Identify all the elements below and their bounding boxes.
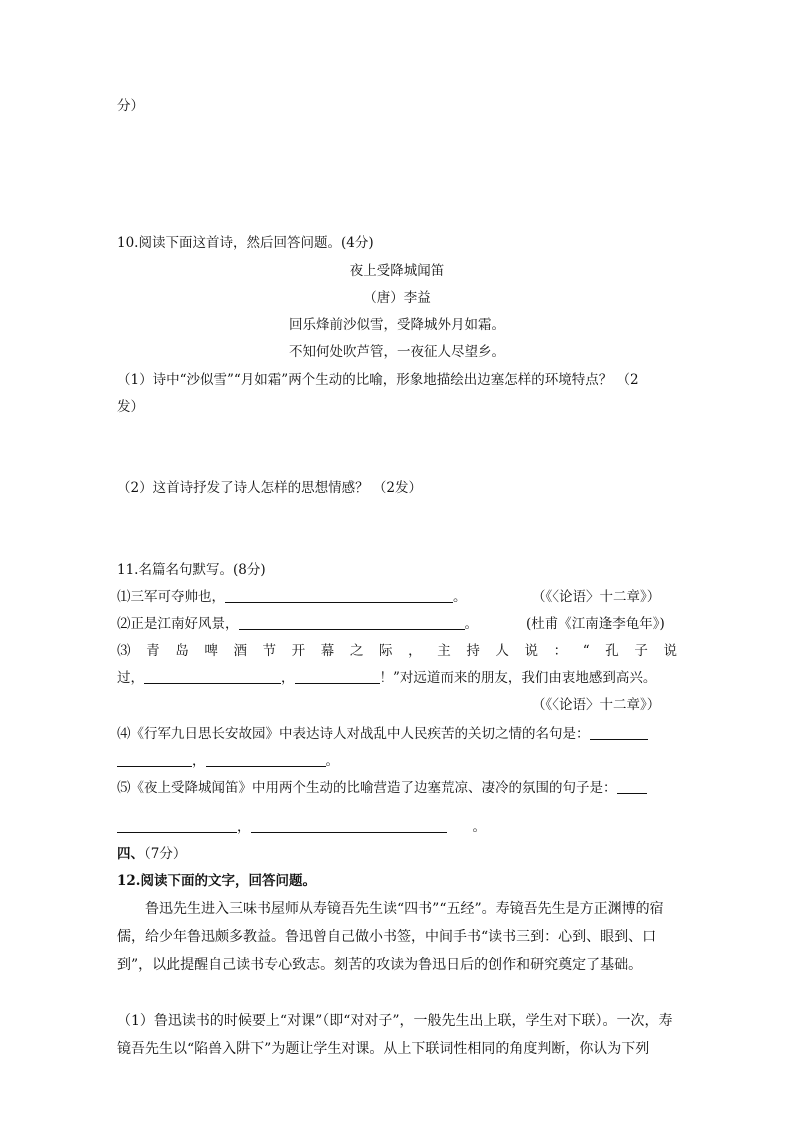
- char: 酒: [233, 643, 247, 659]
- char: ⑶: [117, 643, 131, 659]
- period: 。: [464, 616, 478, 632]
- item-3-source: （《〈论语〉十二章》）: [532, 697, 661, 713]
- answer-blank[interactable]: [239, 616, 465, 630]
- char: 啤: [204, 643, 218, 659]
- char: 幕: [320, 643, 335, 659]
- poem-line-1: 回乐烽前沙似雪，受降城外月如霜。: [289, 317, 505, 333]
- char: 际: [378, 643, 393, 659]
- item-1-text: ⑴三军可夺帅也，: [117, 589, 225, 605]
- char: ：: [553, 643, 568, 659]
- char: 持: [466, 643, 480, 659]
- q10-sub1: （1）诗中“沙似雪”“月如霜”两个生动的比喻，形象地描绘出边塞怎样的环境特点？ （2: [117, 372, 639, 388]
- q11-item-3-line-1: [117, 642, 677, 660]
- passage-paragraph: 鲁迅先生进入三味书屋师从寿镜吾先生读“四书”“五经”。寿镜吾先生是方正渊博的宿儒，给少年鲁迅颇多教益。鲁迅曾自己做小书签，中间手书“读书三到：心到、眼到、口到”，以此提醒自己读书专心致志。刻苦的攻读为鲁迅日后的创作和研究奠定了基础。: [117, 901, 664, 973]
- comma: ，: [281, 670, 295, 686]
- item-4-text: ⑷《行军九日思长安故园》中表达诗人对战乱中人民疾苦的关切之情的名句是：: [117, 726, 590, 742]
- q11-item-4-line-1: [117, 725, 648, 743]
- answer-blank[interactable]: [206, 753, 326, 767]
- answer-blank[interactable]: [117, 753, 192, 767]
- comma: ，: [237, 819, 251, 835]
- answer-blank[interactable]: [295, 670, 380, 684]
- section-4-heading: [117, 845, 186, 863]
- poem-author: （唐）李益: [363, 290, 431, 306]
- answer-blank[interactable]: [225, 589, 453, 603]
- q11-item-4-line-2: [117, 752, 339, 770]
- q11-item-1: [117, 588, 467, 606]
- q11-item-5-line-2: [117, 818, 486, 836]
- q11-item-3-line-2: [117, 669, 656, 687]
- period: 。: [453, 589, 467, 605]
- char: 岛: [175, 643, 189, 659]
- period: 。: [472, 819, 486, 835]
- answer-blank[interactable]: [117, 819, 237, 833]
- char: 之: [349, 643, 364, 659]
- q10-heading: 10.阅读下面这首诗，然后回答问题。(4分): [117, 235, 374, 251]
- item-2-text: ⑵正是江南好风景，: [117, 616, 239, 632]
- comma: ，: [192, 753, 206, 769]
- char: 开: [291, 643, 306, 659]
- char: “: [582, 643, 590, 659]
- char: 青: [146, 643, 160, 659]
- char: ，: [408, 643, 422, 659]
- char: 说: [524, 643, 539, 659]
- char: 孔: [605, 643, 619, 659]
- item-5-text: ⑸《夜上受降城闻笛》中用两个生动的比喻营造了边塞荒凉、凄冷的氛围的句子是：: [117, 780, 617, 796]
- answer-blank[interactable]: [144, 670, 281, 684]
- char: 说: [663, 643, 677, 659]
- section-score: （7分）: [144, 846, 187, 862]
- answer-blank[interactable]: [617, 780, 647, 794]
- item-3-suffix: ！”对远道而来的朋友，我们由衷地感到高兴。: [379, 670, 657, 686]
- poem-line-2: 不知何处吹芦管，一夜征人尽望乡。: [289, 344, 505, 360]
- char: 节: [262, 643, 277, 659]
- char: 子: [634, 643, 648, 659]
- answer-blank[interactable]: [251, 819, 447, 833]
- poem-title: 夜上受降城闻笛: [349, 263, 445, 279]
- q12-heading: 12.阅读下面的文字，回答问题。: [117, 873, 316, 889]
- period: 。: [325, 753, 339, 769]
- char: 主: [437, 643, 451, 659]
- q11-item-5-line-1: [117, 779, 647, 797]
- answer-blank[interactable]: [590, 726, 648, 740]
- char: 人: [495, 643, 509, 659]
- q10-sub1-cont: 发）: [117, 399, 144, 415]
- q11-item-2: [117, 615, 478, 633]
- section-number: 四、: [117, 846, 144, 862]
- item-3-prefix: 过，: [117, 670, 144, 686]
- q12-sub1: （1）鲁迅读书的时候要上“对课”（即“对对子”，一般先生出上联，学生对下联）。一次，寿镜吾先生以“陷兽入阱下”为题让学生对课。从上下联词性相同的角度判断，你认为下列: [117, 1013, 673, 1057]
- q11-heading: 11.名篇名句默写。(8分): [117, 562, 266, 578]
- question-fragment: 分）: [117, 98, 144, 114]
- item-1-source: （《〈论语〉十二章》）: [532, 589, 661, 605]
- item-2-source: (杜甫《江南逢李龟年》): [526, 616, 665, 632]
- q10-sub2: （2）这首诗抒发了诗人怎样的思想情感？ （2发）: [117, 480, 422, 496]
